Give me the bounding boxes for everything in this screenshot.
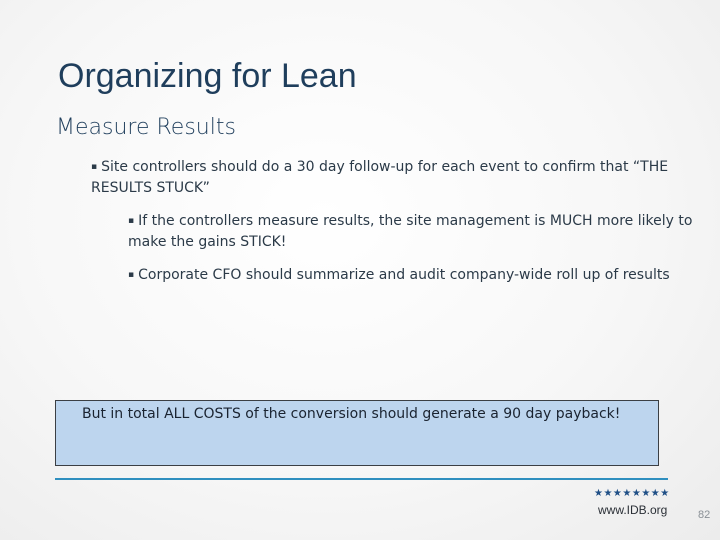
bullet-text: Corporate CFO should summarize and audit company-wide roll up of results [138, 267, 670, 283]
footer-divider [55, 478, 668, 480]
stars-logo-icon: ★★★★★★★★ [594, 488, 670, 499]
slide-subtitle: Measure Results [56, 115, 236, 140]
bullet-text: If the controllers measure results, the site management is MUCH more likely to make the gains STICK! [128, 213, 693, 250]
bullet-marker-icon: ▪ [91, 162, 98, 172]
bullet-item [91, 157, 703, 199]
page-number: 82 [698, 509, 711, 521]
bullet-marker-icon: ▪ [128, 270, 135, 280]
bullet-marker-icon: ▪ [128, 216, 135, 226]
bullet-item [128, 211, 708, 253]
callout-text: But in total ALL COSTS of the conversion should generate a 90 day payback! [82, 406, 621, 422]
bullet-text: Site controllers should do a 30 day follow-up for each event to confirm that “THE RESULTS STUCK” [91, 159, 669, 196]
callout-box [55, 400, 659, 466]
slide-title: Organizing for Lean [58, 57, 357, 95]
bullet-item [128, 265, 708, 286]
footer-url: www.IDB.org [598, 503, 668, 517]
